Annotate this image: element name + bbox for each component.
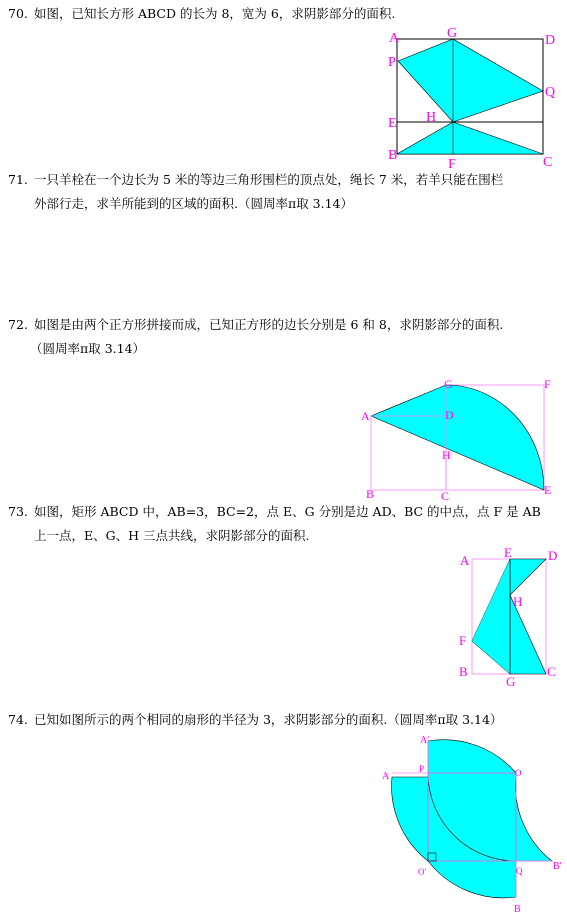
problem-text-line: 外部行走，求羊所能到的区域的面积.（圆周率π取 3.14） <box>34 196 353 211</box>
problem-number: 71. <box>8 172 28 187</box>
label-O-prime: O' <box>418 867 427 877</box>
shaded-region-right <box>510 559 546 595</box>
label-H: H <box>426 110 437 125</box>
label-A: A <box>361 409 370 423</box>
shaded-region-upper <box>398 39 543 122</box>
label-A: A <box>389 31 400 46</box>
label-B: B <box>366 487 375 501</box>
figure-70 <box>385 25 560 170</box>
label-O: O <box>515 768 522 778</box>
shaded-lens-left <box>392 777 428 861</box>
label-P: P <box>388 55 396 70</box>
label-A-prime: A' <box>420 735 430 746</box>
label-Q: Q <box>516 866 523 876</box>
label-C: C <box>543 155 553 170</box>
label-B: B <box>459 664 468 679</box>
shaded-region-lower <box>397 122 543 154</box>
label-G: G <box>444 377 453 391</box>
problem-71 <box>8 168 560 216</box>
label-G: G <box>506 674 516 689</box>
shaded-lens-right <box>516 777 552 861</box>
label-A: A <box>460 553 470 568</box>
shaded-bottom-piece <box>428 861 516 898</box>
problem-text-line: （圆周率π取 3.14） <box>30 341 146 356</box>
problem-73 <box>8 500 560 548</box>
problem-text-line: 已知如图所示的两个相同的扇形的半径为 3，求阴影部分的面积.（圆周率π取 3.14） <box>34 712 503 727</box>
label-C: C <box>547 664 556 679</box>
problem-number: 73. <box>8 504 28 519</box>
shaded-region <box>371 385 544 490</box>
problem-text-line: 一只羊栓在一个边长为 5 米的等边三角形围栏的顶点处，绳长 7 米，若羊只能在围栏 <box>34 172 504 187</box>
label-D: D <box>445 408 454 422</box>
problem-number: 70. <box>8 6 28 21</box>
problem-text-line: 如图，已知长方形 ABCD 的长为 8，宽为 6，求阴影部分的面积. <box>34 6 396 21</box>
label-B: B <box>514 904 521 915</box>
label-D: D <box>545 33 556 48</box>
figure-72 <box>355 375 560 505</box>
label-F: F <box>459 633 467 648</box>
label-G: G <box>447 26 458 41</box>
label-B-prime: B' <box>553 861 562 872</box>
problem-text-line: 如图，矩形 ABCD 中，AB=3，BC=2，点 E、G 分别是边 AD、BC 的中点，点 F 是 AB <box>34 504 541 519</box>
label-C: C <box>441 489 450 503</box>
problem-70 <box>8 2 560 26</box>
problem-number: 72. <box>8 317 28 332</box>
label-F: F <box>448 157 456 172</box>
label-E: E <box>544 483 552 497</box>
label-H: H <box>442 448 451 462</box>
label-Q: Q <box>545 85 556 100</box>
figure-74 <box>375 735 565 920</box>
label-A: A <box>382 771 390 782</box>
problem-number: 74. <box>8 712 28 727</box>
label-E: E <box>388 116 397 131</box>
problem-74 <box>8 708 560 732</box>
label-P: P <box>419 764 425 774</box>
label-D: D <box>548 548 558 563</box>
figure-73 <box>455 545 565 690</box>
label-B: B <box>388 148 398 163</box>
label-H: H <box>513 594 523 609</box>
problem-72 <box>8 313 560 361</box>
label-E: E <box>504 545 512 560</box>
problem-text-line: 如图是由两个正方形拼接而成，已知正方形的边长分别是 6 和 8，求阴影部分的面积. <box>34 317 504 332</box>
problem-text-line: 上一点，E、G、H 三点共线，求阴影部分的面积. <box>34 528 310 543</box>
shaded-top-piece <box>428 740 516 773</box>
label-F: F <box>544 377 551 391</box>
